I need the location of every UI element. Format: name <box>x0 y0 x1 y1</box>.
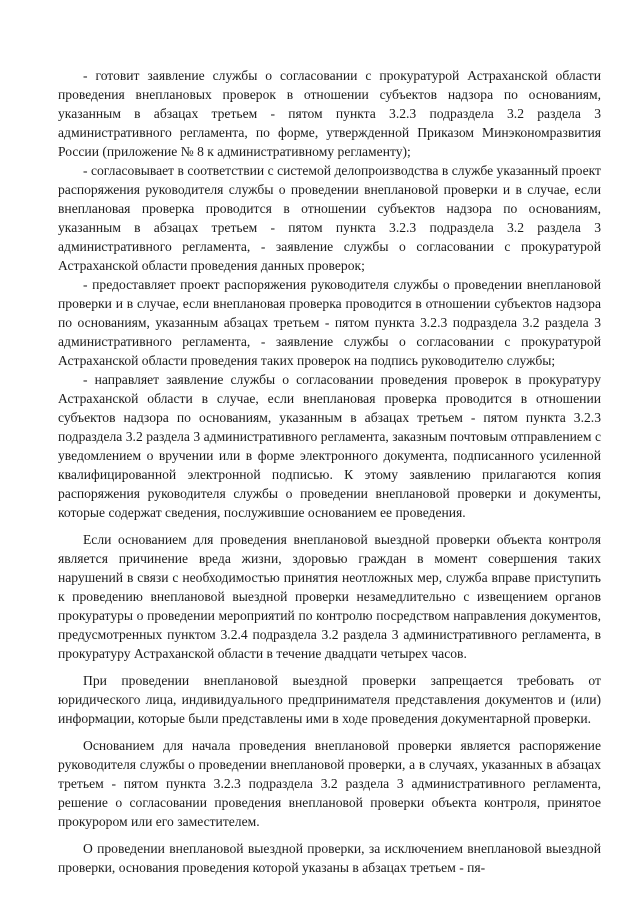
paragraph-submit-draft: - предоставляет проект распоряжения руководителя службы о проведении внеплановой проверки и в случае, если внеплановая проверка проводится в отношении субъектов надзора по основаниям, указанным абзацах третьем - пятом пункта 3.2.3 подраздела 3.2 раздела 3 административного регламента, - заявление службы о согласовании с прокуратурой Астраханской области проведения таких проверок на подпись руководителю службы; <box>58 277 601 368</box>
paragraph-inspection-basis: Основанием для начала проведения внеплановой проверки является распоряжение руководителя службы о проведении внеплановой проверки, а в случаях, указанных в абзацах третьем - пятом пункта 3.2.3 подраздела 3.2 раздела 3 административного регламента, решение о согласовании проведения внеплановой проверки объекта контроля, принятое прокурором или его заместителем. <box>58 738 601 829</box>
paragraph-urgent-inspection: Если основанием для проведения внеплановой выездной проверки объекта контроля является причинение вреда жизни, здоровью граждан в момент совершения таких нарушений в связи с необходимостью принятия неотложных мер, служба вправе приступить к проведению внеплановой выездной проверки незамедлительно с извещением органов прокуратуры о проведении мероприятий по контролю посредством направления документов, предусмотренных пунктом 3.2.4 подраздела 3.2 раздела 3 административного регламента, в прокуратуру Астраханской области в течение двадцати четырех часов. <box>58 532 601 661</box>
paragraph-prepare-application: - готовит заявление службы о согласовании с прокуратурой Астраханской области проведения внеплановых проверок в отношении субъектов надзора по основаниям, указанным в абзацах третьем - пятом пункта 3.2.3 подраздела 3.2 раздела 3 административного регламента, по форме, утвержденной Приказом Минэкономразвития России (приложение № 8 к административному регламенту); <box>58 68 601 159</box>
paragraph-document-prohibition: При проведении внеплановой выездной проверки запрещается требовать от юридического лица, индивидуального предпринимателя представления документов и (или) информации, которые были представлены ими в ходе проведения документарной проверки. <box>58 673 601 726</box>
paragraph-approve-draft: - согласовывает в соответствии с системой делопроизводства в службе указанный проект распоряжения руководителя службы о проведении внеплановой проверки и в случае, если внеплановая проверка проводится в отношении субъектов надзора по основаниям, указанным в абзацах третьем - пятом пункта 3.2.3 подраздела 3.2 раздела 3 административного регламента, - заявление службы о согласовании с прокуратурой Астраханской области проведения данных проверок; <box>58 163 601 273</box>
paragraph-send-application: - направляет заявление службы о согласовании проведения проверок в прокуратуру Астраханской области в случае, если внеплановая проверка проводится в отношении субъектов надзора по основаниям, указанным в абзацах третьем - пятом пункта 3.2.3 подраздела 3.2 раздела 3 административного регламента, заказным почтовым отправлением с уведомлением о вручении или в форме электронного документа, подписанного усиленной квалифицированной электронной подписью. К этому заявлению прилагаются копия распоряжения руководителя службы о проведении внеплановой проверки и документы, которые содержат сведения, послужившие основанием ее проведения. <box>58 372 601 520</box>
paragraph-inspection-notice: О проведении внеплановой выездной проверки, за исключением внеплановой выездной проверки, основания проведения которой указаны в абзацах третьем - пя- <box>58 841 601 875</box>
